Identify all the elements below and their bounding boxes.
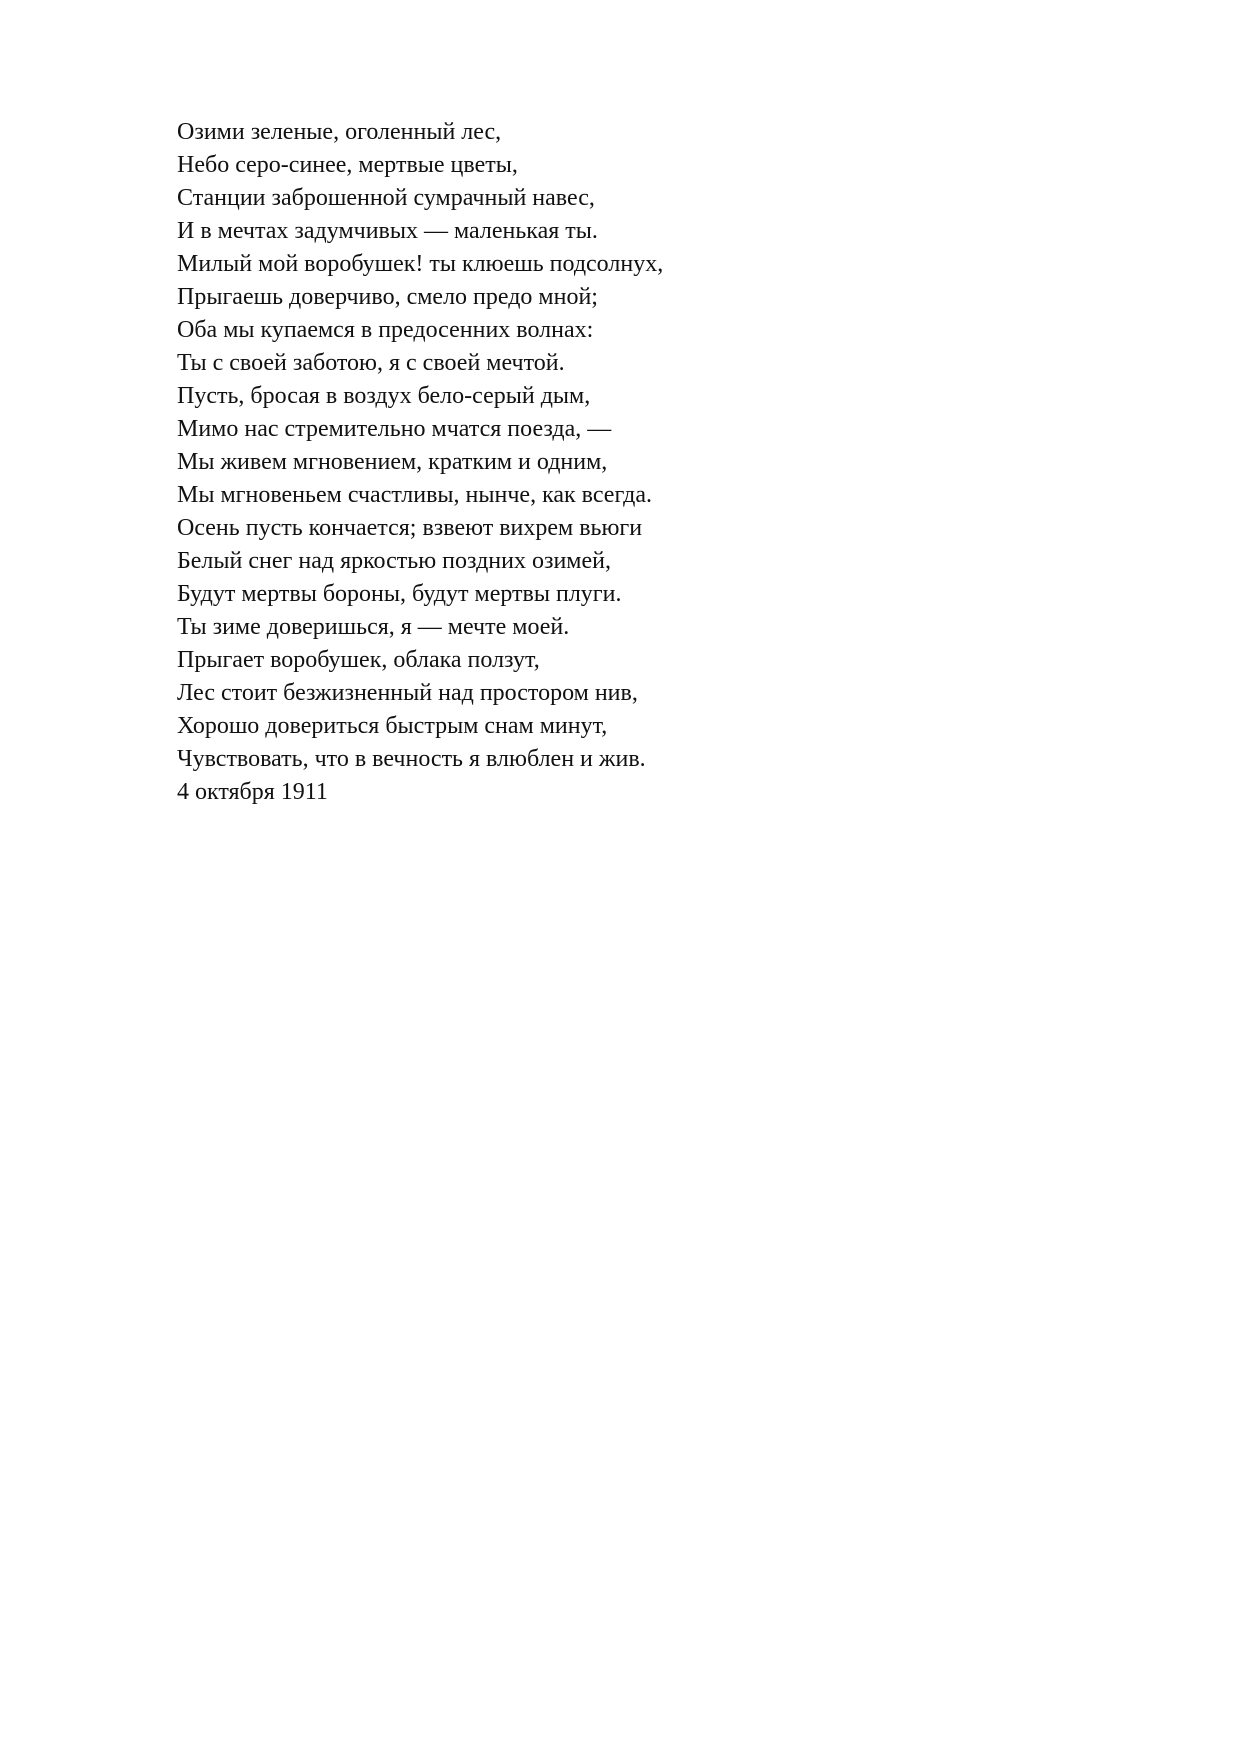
poem-line: Небо серо-синее, мертвые цветы, [177, 152, 518, 178]
poem-line: Прыгает воробушек, облака ползут, [177, 647, 540, 673]
poem-line: Станции заброшенной сумрачный навес, [177, 185, 595, 211]
poem-line: Мы живем мгновением, кратким и одним, [177, 449, 608, 475]
poem-line: Ты с своей заботою, я с своей мечтой. [177, 350, 565, 376]
poem-line: Ты зиме доверишься, я — мечте моей. [177, 614, 570, 640]
poem-line: Осень пусть кончается; взвеют вихрем вьюги [177, 515, 643, 541]
poem-line: Милый мой воробушек! ты клюешь подсолнух, [177, 251, 664, 277]
poem-line: Будут мертвы бороны, будут мертвы плуги. [177, 581, 622, 607]
poem-line: Мимо нас стремительно мчатся поезда, — [177, 416, 612, 442]
poem-line: Мы мгновеньем счастливы, нынче, как всегда. [177, 482, 652, 508]
poem-line: Пусть, бросая в воздух бело-серый дым, [177, 383, 591, 409]
poem-line: И в мечтах задумчивых — маленькая ты. [177, 218, 598, 244]
poem-line: Прыгаешь доверчиво, смело предо мной; [177, 284, 598, 310]
poem-line: Белый снег над яркостью поздних озимей, [177, 548, 611, 574]
poem-line: Чувствовать, что в вечность я влюблен и жив. [177, 746, 646, 772]
poem-line: Озими зеленые, оголенный лес, [177, 119, 502, 145]
poem-line: Оба мы купаемся в предосенних волнах: [177, 317, 594, 343]
poem-line: Лес стоит безжизненный над простором нив, [177, 680, 638, 706]
poem-line: Хорошо довериться быстрым снам минут, [177, 713, 608, 739]
poem-text [177, 116, 663, 809]
poem-date: 4 октября 1911 [177, 779, 328, 805]
